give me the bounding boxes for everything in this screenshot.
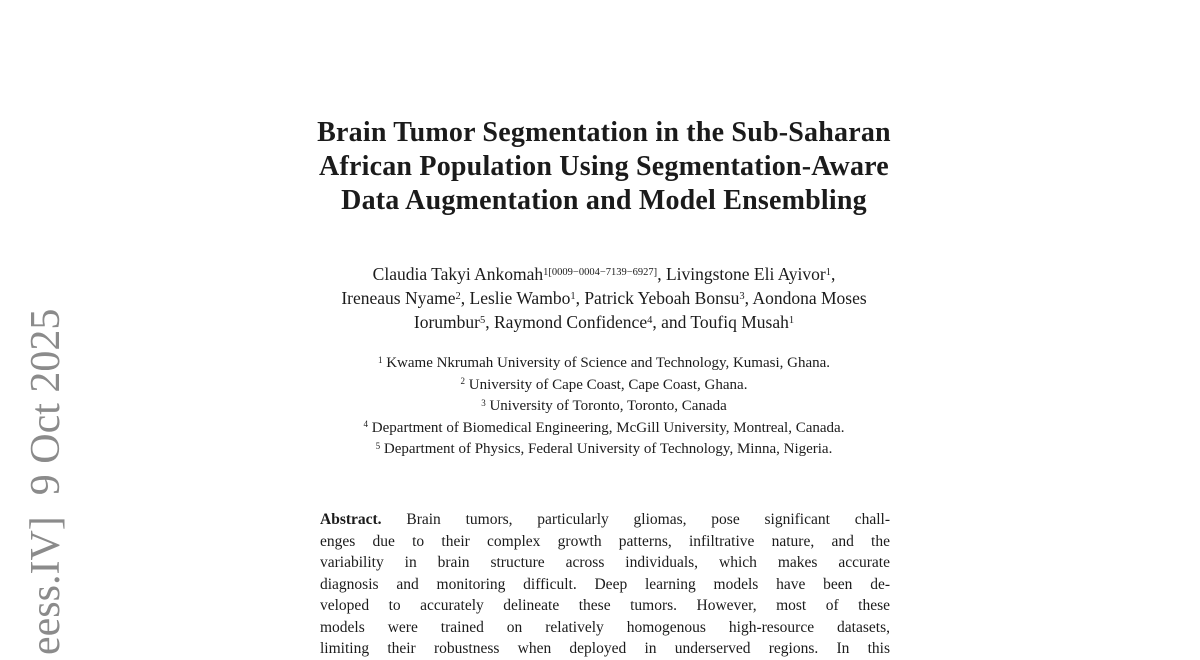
paper-title-line-1: Brain Tumor Segmentation in the Sub-Saharan [317, 117, 891, 148]
author-line-3: Iorumbur$^5$, Raymond Confidence$^4$, and Toufiq Musah$^1$ [413, 312, 795, 332]
author-line-1: Claudia Takyi Ankomah$^{1[0009-0004-7139-6927]}$, Livingstone Eli Ayivor$^1$, [372, 264, 836, 284]
paper-title [264, 116, 944, 218]
abstract-block [320, 509, 890, 660]
affiliation-list [264, 353, 944, 461]
abstract-line-4: diagnosis and monitoring difficult. Deep learning models have been de- [320, 575, 890, 593]
author-list [264, 262, 944, 334]
abstract-line-1: Abstract. Brain tumors, particularly gliomas, pose significant chall- [320, 511, 890, 528]
affiliation-1: $^1$ Kwame Nkrumah University of Science and Technology, Kumasi, Ghana. [377, 354, 831, 371]
affiliation-4: $^4$ Department of Biomedical Engineering, McGill University, Montreal, Canada. [363, 419, 845, 436]
arxiv-watermark: eess.IV] 9 Oct 2025 [23, 308, 69, 655]
abstract-line-3: variability in brain structure across individuals, which makes accurate [320, 554, 890, 571]
abstract-line-6: models were trained on relatively homogenous high-resource datasets, [320, 618, 890, 636]
paper-title-line-2: African Population Using Segmentation-Aware [319, 151, 889, 182]
author-line-2: Ireneaus Nyame$^2$, Leslie Wambo$^1$, Patrick Yeboah Bonsu$^3$, Aondona Moses [341, 288, 867, 308]
abstract-line-7: limiting their robustness when deployed in underserved regions. In this [320, 640, 890, 657]
affiliation-5: $^5$ Department of Physics, Federal University of Technology, Minna, Nigeria. [375, 440, 833, 457]
affiliation-3: $^3$ University of Toronto, Toronto, Canada [481, 397, 727, 414]
abstract-line-5: veloped to accurately delineate these tumors. However, most of these [320, 597, 890, 614]
paper-title-line-3: Data Augmentation and Model Ensembling [341, 185, 867, 216]
affiliation-2: $^2$ University of Cape Coast, Cape Coast, Ghana. [460, 376, 748, 393]
abstract-line-2: enges due to their complex growth patterns, infiltrative nature, and the [320, 532, 890, 550]
